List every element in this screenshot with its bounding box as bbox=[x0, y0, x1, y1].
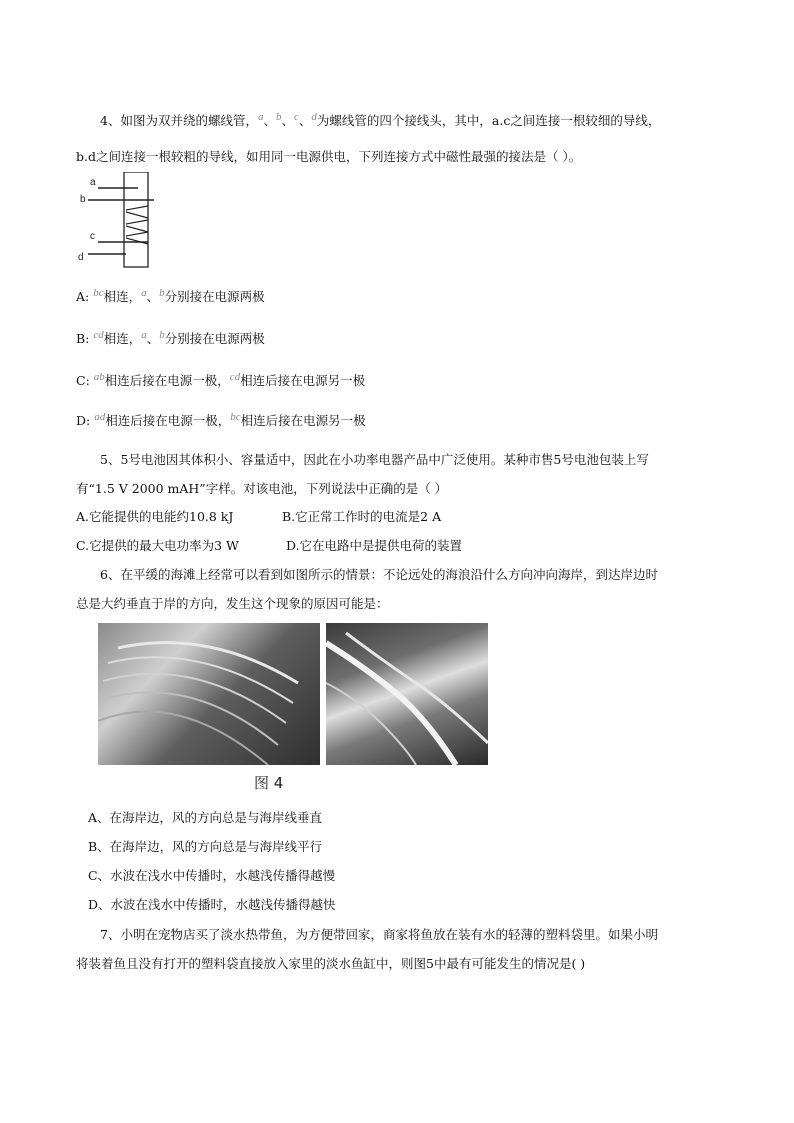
q7-stem-line1: 7、小明在宠物店买了淡水热带鱼，为方便带回家，商家将鱼放在装有水的轻薄的塑料袋里。如果小明 bbox=[100, 927, 658, 942]
q5-option-d: D.它在电路中是提供电荷的装置 bbox=[286, 538, 463, 553]
figure-4 bbox=[76, 620, 416, 792]
q6-stem-line2: 总是大约垂直于岸的方向，发生这个现象的原因可能是： bbox=[76, 596, 389, 611]
q4-stem-post: 为螺线管的四个接线头，其中，a.c之间连接一根较细的导线， bbox=[316, 113, 661, 128]
q6-option-a: A、在海岸边，风的方向总是与海岸线垂直 bbox=[88, 810, 323, 825]
q5-stem-line2: 有“1.5 V 2000 mAH”字样。对该电池，下列说法中正确的是（ ） bbox=[76, 481, 448, 496]
coil-label-d: d bbox=[78, 252, 84, 263]
q6-stem-line1: 6、在平缓的海滩上经常可以看到如图所示的情景：不论远处的海浪沿什么方向冲向海岸，到达岸边时 bbox=[100, 567, 658, 582]
q4-option-a: A: bc相连，a、b分别接在电源两极 bbox=[76, 287, 265, 304]
q4-stem-pre: 4、如图为双并绕的螺线管， bbox=[100, 113, 258, 128]
q4-var-b: b bbox=[275, 111, 282, 123]
q6-option-c: C、水波在浅水中传播时，水越浅传播得越慢 bbox=[88, 868, 336, 883]
q5-option-a: A.它能提供的电能约10.8 kJ bbox=[76, 509, 234, 524]
q4-var-c: c bbox=[294, 111, 299, 123]
coil-label-c: c bbox=[90, 231, 95, 242]
photo-shoreline bbox=[326, 623, 488, 765]
coil-label-b: b bbox=[80, 194, 86, 205]
photo-waves-aerial bbox=[98, 623, 320, 765]
q4-stem-line1: 4、如图为双并绕的螺线管，a、b、c、d为螺线管的四个接线头，其中，a.c之间连接一根较细的导线， bbox=[100, 111, 661, 128]
q4-var-d: d bbox=[311, 111, 317, 123]
q6-option-d: D、水波在浅水中传播时，水越浅传播得越快 bbox=[88, 897, 336, 912]
q5-stem-line1: 5、5号电池因其体积小、容量适中，因此在小功率电器产品中广泛使用。某种市售5号电池包装上写 bbox=[100, 452, 649, 467]
q4-option-b: B: cd相连，a、b分别接在电源两极 bbox=[76, 329, 265, 346]
q6-option-b: B、在海岸边，风的方向总是与海岸线平行 bbox=[88, 839, 323, 854]
q4-var-a: a bbox=[257, 111, 264, 123]
q4-option-c: C: ab相连后接在电源一极，cd相连后接在电源另一极 bbox=[76, 371, 366, 388]
q4-stem-line2: b.d之间连接一根较粗的导线，如用同一电源供电，下列连接方式中磁性最强的接法是（ ）。 bbox=[76, 149, 582, 164]
q5-option-b: B.它正常工作时的电流是2 A bbox=[282, 509, 442, 524]
q4-option-d: D: ad相连后接在电源一极，bc相连后接在电源另一极 bbox=[76, 411, 366, 428]
q5-option-c: C.它提供的最大电功率为3 W bbox=[76, 538, 239, 553]
figure-4-caption: 图 4 bbox=[254, 774, 284, 792]
solenoid-diagram bbox=[76, 172, 166, 272]
coil-label-a: a bbox=[90, 177, 96, 188]
q7-stem-line2: 将装着鱼且没有打开的塑料袋直接放入家里的淡水鱼缸中，则图5中最有可能发生的情况是( ) bbox=[76, 956, 586, 971]
